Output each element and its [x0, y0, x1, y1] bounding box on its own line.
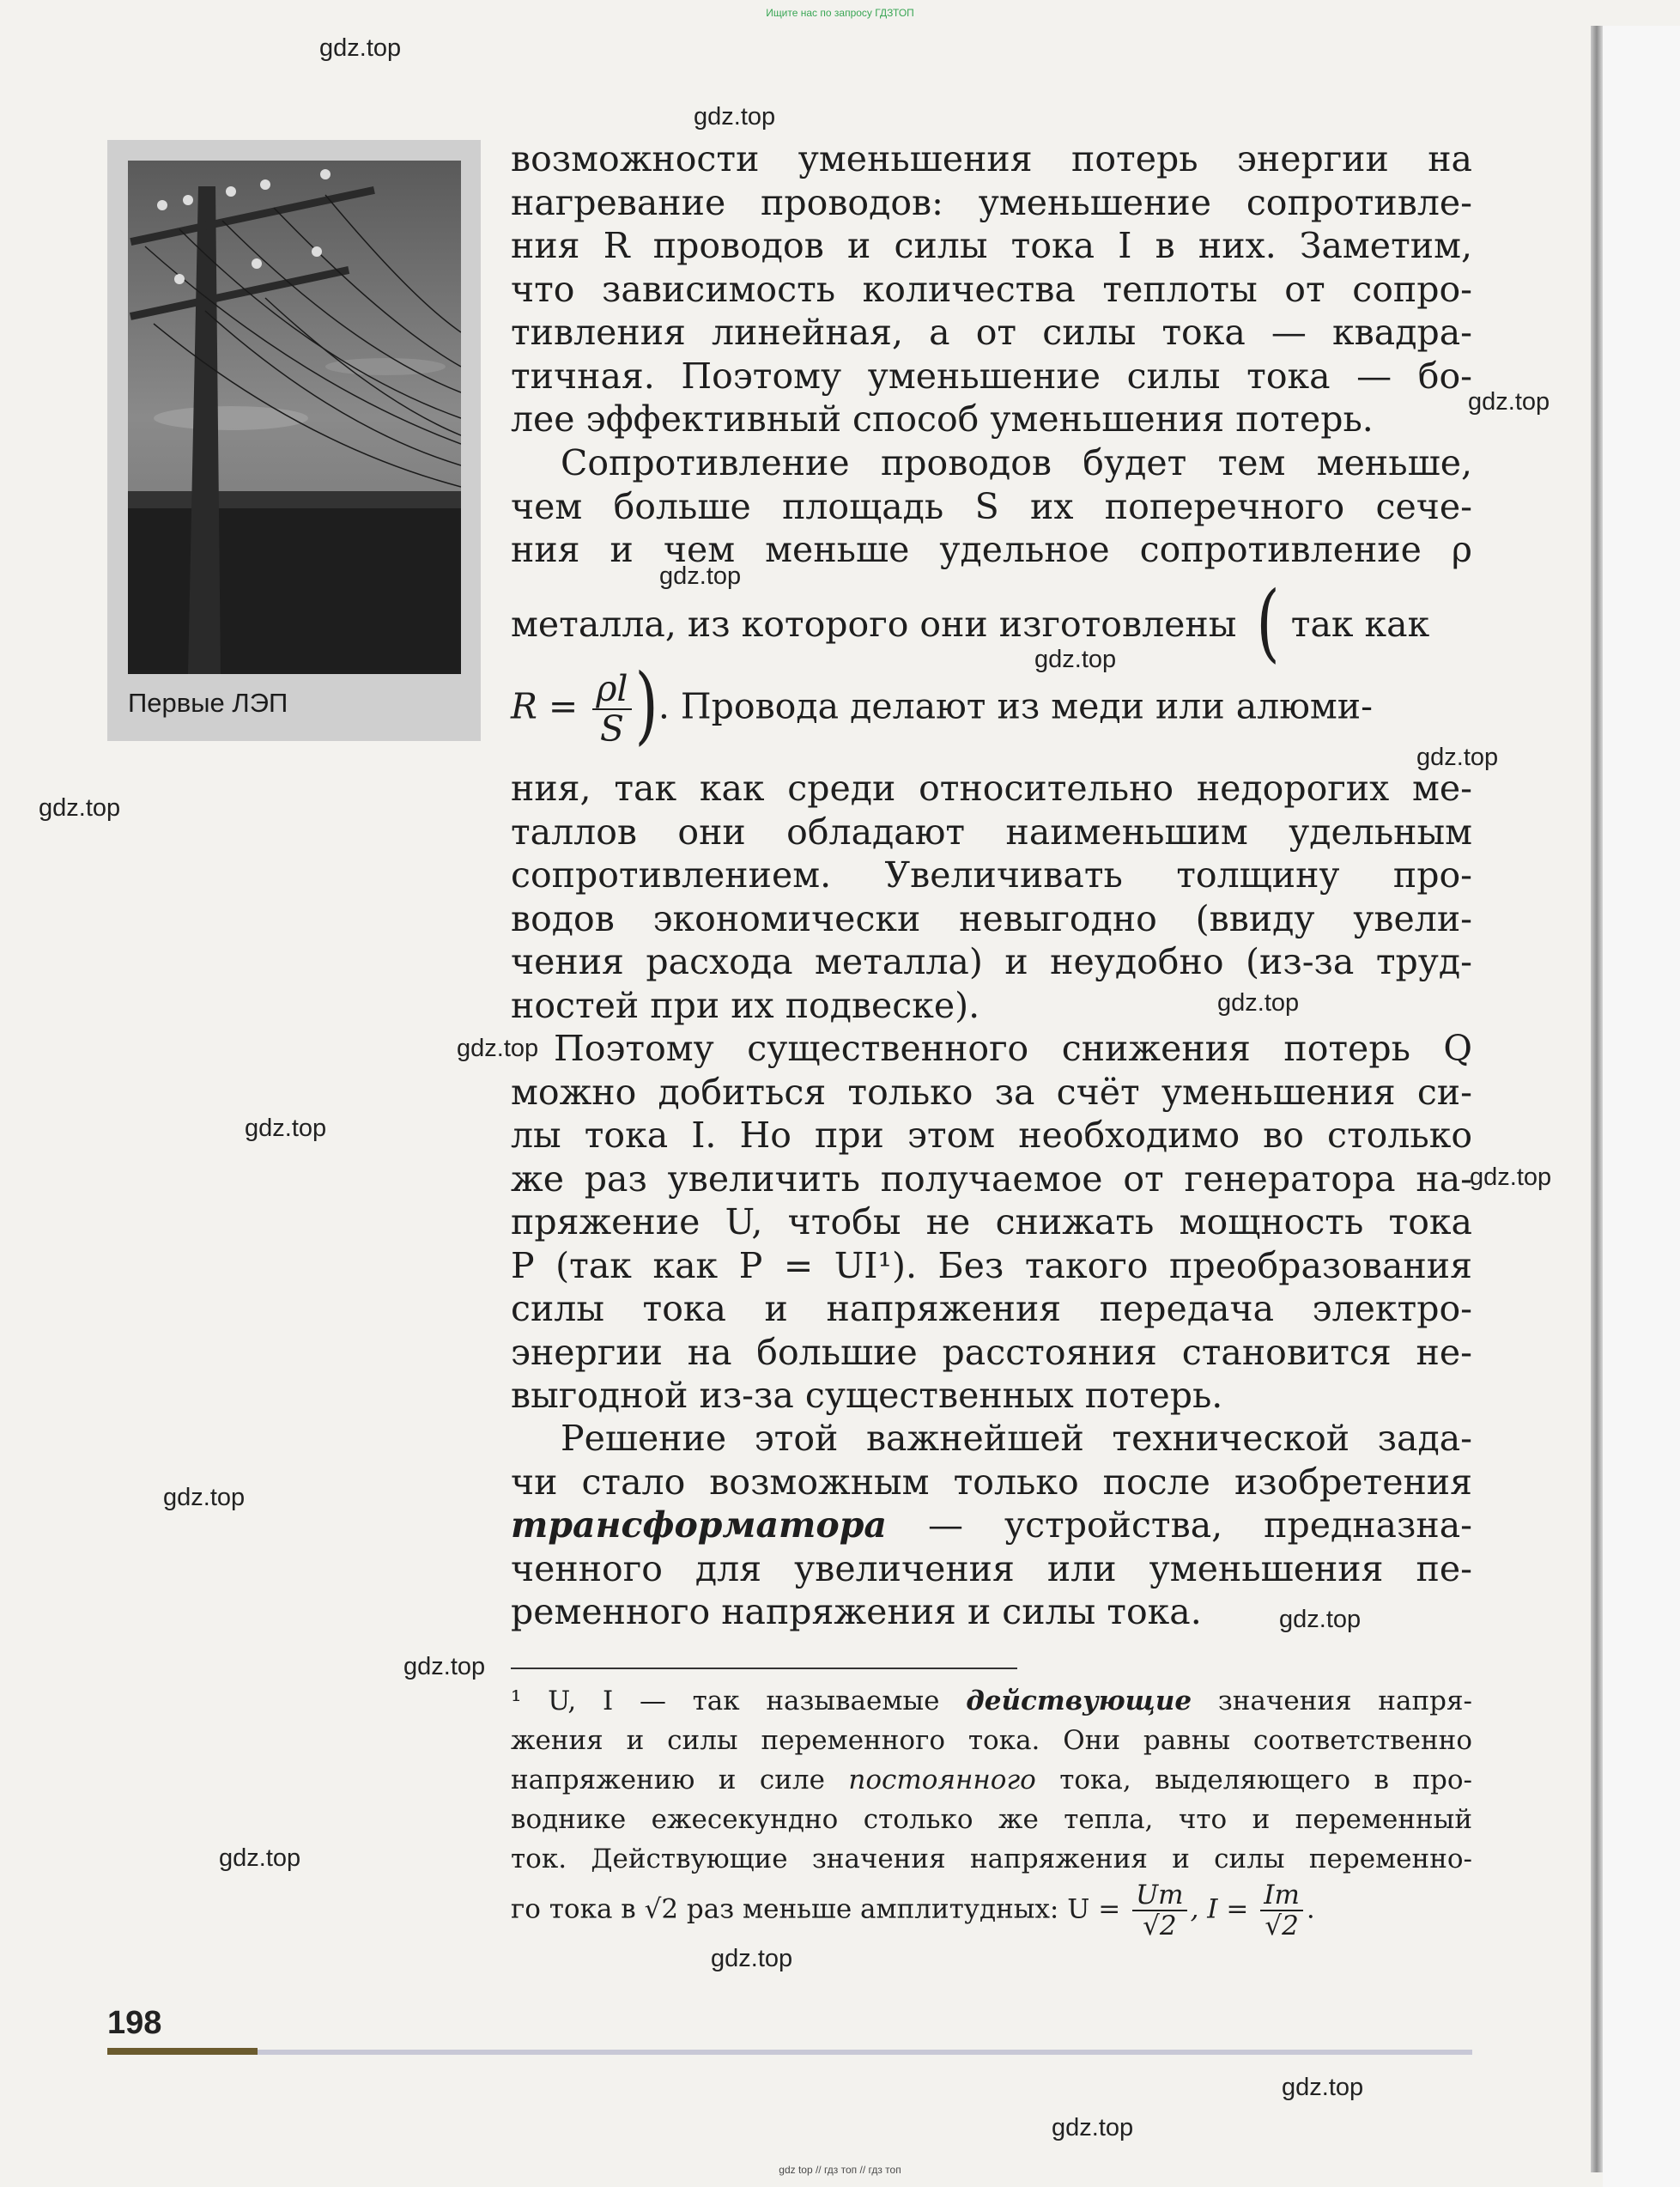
paragraph-1 — [511, 137, 1472, 441]
footnote-fragment: тока, выделяющего в про- — [1035, 1765, 1473, 1795]
page-bar-accent — [107, 2048, 258, 2055]
text-line: можно добиться только за счёт уменьшения си- — [511, 1071, 1472, 1113]
term-constant: постоянного — [848, 1765, 1036, 1795]
watermark: gdz.top — [319, 34, 402, 62]
text-line: тивления линейная, а от силы тока — квадра- — [511, 312, 1472, 353]
text-line: же раз увеличить получаемое от генератора на- — [511, 1157, 1472, 1200]
power-line-image — [128, 161, 461, 674]
watermark: gdz.top — [1470, 1163, 1552, 1191]
watermark: gdz.top — [1217, 989, 1300, 1017]
watermark: gdz.top — [39, 794, 121, 822]
footnote-line: жения и силы переменного тока. Они равны соответственно — [511, 1725, 1472, 1756]
text-line: что зависимость количества теплоты от сопро- — [511, 268, 1472, 310]
text-line: ременного напряжения и силы тока. — [511, 1591, 1202, 1632]
paren-open: ( — [1256, 573, 1280, 672]
text-line: Поэтому существенного снижения потерь Q — [554, 1028, 1472, 1069]
text-line: таллов они обладают наименьшим удельным — [511, 811, 1472, 853]
footnote-line: ток. Действующие значения напряжения и силы переменно- — [511, 1844, 1472, 1874]
text-line: водов экономически невыгодно (ввиду увели- — [511, 897, 1472, 939]
text-line: энергии на большие расстояния становится не- — [511, 1331, 1472, 1373]
fraction-numerator: Im — [1260, 1880, 1303, 1911]
text-fragment: — устройства, предназна- — [886, 1504, 1472, 1546]
power-line-photo — [128, 161, 461, 674]
footnote-fragment: . — [1306, 1893, 1315, 1925]
page-bar — [258, 2050, 1472, 2055]
text-line: ния, так как среди относительно недорогих ме- — [511, 768, 1472, 809]
text-line: нагревание проводов: уменьшение сопротивле- — [511, 181, 1472, 223]
footnote-fragment: напряжению и силе — [511, 1765, 849, 1795]
figure-box — [107, 140, 481, 741]
formula-fraction — [592, 670, 631, 749]
watermark: gdz.top — [219, 1844, 301, 1872]
formula-u-fraction — [1132, 1880, 1187, 1941]
footnote-formula-line — [511, 1880, 1472, 1941]
text-line: Решение этой важнейшей технической зада- — [561, 1418, 1472, 1459]
figure-caption: Первые ЛЭП — [128, 688, 288, 718]
formula-lhs: R = — [511, 685, 579, 727]
paren-close: ) — [634, 655, 658, 754]
bottom-note: gdz top // гдз топ // гдз топ — [779, 2164, 901, 2176]
term-effective: действующие — [966, 1686, 1192, 1716]
footnote-fragment: , I = — [1190, 1893, 1249, 1925]
fraction-denominator: √2 — [1143, 1911, 1177, 1942]
footnote-rule — [511, 1668, 1017, 1669]
text-line: P (так как P = UI¹). Без такого преобразования — [511, 1244, 1472, 1286]
text-line: чения расхода металла) и неудобно (из-за труд- — [511, 941, 1472, 982]
text-line: силы тока и напряжения передача электро- — [511, 1288, 1472, 1329]
paragraph-4 — [511, 1417, 1472, 1634]
text-line: Сопротивление проводов будет тем меньше, — [561, 442, 1472, 483]
text-line: так как — [1290, 604, 1430, 645]
paragraph-3 — [511, 1027, 1472, 1418]
watermark: gdz.top — [1468, 388, 1550, 416]
text-line: ния и чем меньше удельное сопротивление ρ — [511, 529, 1472, 570]
text-line: сопротивлением. Увеличивать толщину про- — [511, 854, 1472, 896]
text-line: ченного для увеличения или уменьшения пе- — [511, 1547, 1472, 1589]
watermark: gdz.top — [659, 562, 742, 590]
footnote-fragment: значения напря- — [1192, 1686, 1472, 1716]
watermark: gdz.top — [403, 1653, 486, 1680]
fraction-denominator: S — [599, 708, 624, 750]
watermark: gdz.top — [694, 103, 776, 131]
paragraph-2-rest — [511, 767, 1472, 1027]
watermark: gdz.top — [711, 1945, 793, 1972]
footnote — [511, 1681, 1472, 1941]
watermark: gdz.top — [457, 1035, 539, 1062]
text-line: выгодной из-за существенных потерь. — [511, 1375, 1223, 1416]
footnote-fragment: го тока в √2 раз меньше амплитудных: U = — [511, 1893, 1121, 1925]
text-line — [511, 1504, 1472, 1547]
text-line: . Провода делают из меди или алюми- — [658, 685, 1373, 727]
watermark: gdz.top — [245, 1115, 327, 1142]
page-margin — [1603, 26, 1680, 2187]
page-number: 198 — [107, 2005, 162, 2041]
text-line: металла, из которого они изготовлены — [511, 604, 1237, 645]
text-line: чем больше площадь S их поперечного сече- — [511, 485, 1472, 527]
fraction-numerator: Um — [1132, 1880, 1187, 1911]
text-line: чи стало возможным только после изобретения — [511, 1461, 1472, 1503]
text-line: ния R проводов и силы тока I в них. Заметим, — [511, 225, 1472, 266]
footnote-fragment: ¹ U, I — так называемые — [511, 1686, 967, 1716]
text-line: ностей при их подвеске). — [511, 984, 980, 1026]
watermark: gdz.top — [1282, 2074, 1364, 2101]
book-spine-edge — [1591, 26, 1603, 2172]
top-note: Ищите нас по запросу ГДЗТОП — [766, 7, 914, 19]
formula-i-fraction — [1260, 1880, 1303, 1941]
fraction-denominator: √2 — [1265, 1911, 1299, 1942]
watermark: gdz.top — [1034, 646, 1117, 673]
paragraph-2 — [511, 441, 1472, 572]
footnote-line: воднике ежесекундно столько же тепла, что и переменный — [511, 1804, 1472, 1835]
term-transformer: трансформатора — [511, 1504, 887, 1546]
watermark: gdz.top — [1052, 2114, 1134, 2141]
watermark: gdz.top — [1416, 744, 1499, 771]
watermark: gdz.top — [1279, 1606, 1362, 1633]
text-line: пряжение U, чтобы не снижать мощность тока — [511, 1201, 1472, 1242]
text-line: лее эффективный способ уменьшения потерь. — [511, 398, 1374, 440]
footnote-line — [511, 1681, 1472, 1721]
footnote-line — [511, 1760, 1472, 1800]
watermark: gdz.top — [163, 1484, 246, 1511]
fraction-numerator: ρl — [592, 670, 631, 710]
text-line: тичная. Поэтому уменьшение силы тока — бо- — [511, 355, 1472, 397]
text-line: лы тока I. Но при этом необходимо во столько — [511, 1115, 1472, 1156]
text-line: возможности уменьшения потерь энергии на — [511, 138, 1472, 179]
